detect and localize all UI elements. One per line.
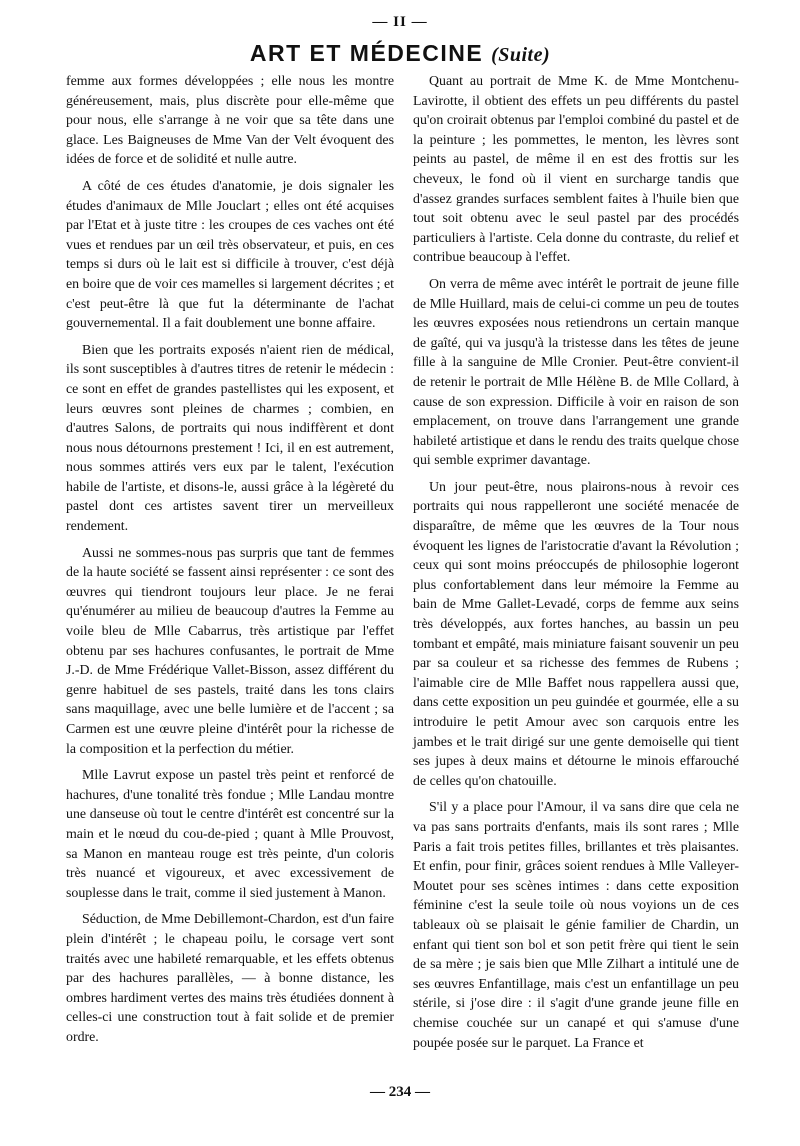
- page-number-top: — II —: [372, 14, 428, 30]
- title-main: ART ET MÉDECINE: [249, 40, 484, 66]
- paragraph: Un jour peut-être, nous plairons-nous à revoir ces portraits qui nous rappelleront une société menacée de disparaître, de même que les œuvres de la Tour nous évoquent les lignes de l'aristocratie d'avant la Révolution ; ceux qui sont moins préoccupés de philosophie logeront plus confortablement dans leur mémoire la Femme au bain de Mme Gallet-Levadé, corps de femme aux seins très développés, aux fortes hanches, au bassin un peu tombant et empâté, mais miniature faisant souvenir un peu par sa couleur et sa richesse des femmes de Rubens ; l'aimable cire de Mlle Baffet nous rappellera aussi que, dans cette exposition un peu guindée et gourmée, elle a su introduire le petit Amour avec son carquois entre les jambes et le trait dirigé sur une gente demoiselle qui tient ses jupes à deux mains et détourne le minois effarouché de celles qu'on chatouille.: [413, 479, 739, 789]
- paragraph: Quant au portrait de Mme K. de Mme Montchenu-Lavirotte, il obtient des effets un peu différents du pastel qu'on croirait obtenus par l'emploi combiné du pastel et de la peinture ; les pommettes, le menton, les lèvres sont peints au pastel, de même il en est des frottis sur les cheveux, le fond où il vient en surcharge tandis que d'assez grandes surfaces semblent faites à l'huile bien que tout soit obtenu avec le seul pastel par des procédés particuliers à l'artiste. Cela donne du contraste, du relief et contribue beaucoup à l'effet.: [413, 74, 739, 266]
- right-column: [413, 72, 739, 1060]
- paragraph: Séduction, de Mme Debillemont-Chardon, est d'un faire plein d'intérêt ; le chapeau poilu, le corsage vert sont traités avec une habileté remarquable, et les effets obtenus par des hachures parallèles, — à bonne distance, les ombres hardiment vertes des mains très étudiées donnent à celles-ci une construction tout à fait solide et de premier ordre.: [66, 912, 394, 1045]
- paragraph: femme aux formes développées ; elle nous les montre généreusement, mais, plus discrète pour elle-même que pour nous, elle s'arrange à ne voir que sa tête dans une glace. Les Baigneuses de Mme Van der Velt évoquent des idées de force et de solidité et nulle autre.: [66, 74, 394, 168]
- article-title: [0, 40, 800, 67]
- paragraph: On verra de même avec intérêt le portrait de jeune fille de Mlle Huillard, mais de celui-ci comme un peu de toutes les œuvres exposées nous retiendrons un certain manque de gaîté, qui va jusqu'à la tristesse dans les têtes de jeune fille à la sanguine de Mlle Cronier. Peut-être convient-il de retenir le portrait de Mlle Hélène B. de Mlle Collard, à cause de son expression. Difficile à voir en raison de son emplacement, on trouve dans l'arrangement une grande habileté artistique et dans le rendu des traits quelque chose qui semble exprimer davantage.: [413, 276, 739, 469]
- paragraph: S'il y a place pour l'Amour, il va sans dire que cela ne va pas sans portraits d'enfants, mais ils sont rares ; Mlle Paris a fait trois petites filles, brillantes et très plaisantes. Et enfin, pour finir, grâces soient rendues à Mlle Valleyer-Moutet pour ses scènes intimes : dans cette exposition féminine c'est la seule toile où nous voyions un de ces tableaux où se plaisait le génie familier de Chardin, un enfant qui tient son bol et son petit frère qui tient le sein de sa mère ; je sais bien que Mlle Zilhart a intitulé une de ses œuvres Enfantillage, mais c'est un enfantillage un peu stérile, si j'ose dire : il s'agit d'une grande jeune fille en chemise couchée sur un canapé et qui s'amuse d'une poupée posée sur le parquet. La France et: [413, 800, 739, 1051]
- paragraph: Aussi ne sommes-nous pas surpris que tant de femmes de la haute société se fassent ainsi représenter : ce sont des œuvres qui tiendront toujours leur place. Je ne ferai qu'énumérer au milieu de beaucoup d'autres la Femme au voile bleu de Mlle Cabarrus, très artistique par l'effet obtenu par ses hachures confusantes, le portrait de Mme J.-D. de Mme Frédérique Vallet-Bisson, assez différent du genre habituel de ses pastels, traité dans les tons clairs sans maquillage, avec une belle lumière et de l'accent ; sa Carmen est une œuvre pleine d'intérêt pour la richesse de la composition et la perfection du métier.: [66, 545, 394, 757]
- left-column: [66, 72, 394, 1055]
- page-number-bottom: — 234 —: [370, 1084, 430, 1100]
- paragraph: Bien que les portraits exposés n'aient rien de médical, ils sont susceptibles à d'autres titres de retenir le médecin : ce sont en effet de grandes pastellistes qui les exposent, et leurs œuvres sont pleines de charmes ; combien, en d'autres Salons, de portraits qui nous indiffèrent et dont nous nous détournons prestement ! Ici, il en est autrement, nous sommes attirés vers eux par le talent, l'exécution habile de l'artiste, et disons-le, aussi grâce à la légèreté du pastel dont ces artistes savent tirer un merveilleux rendement.: [66, 342, 394, 535]
- paragraph: Mlle Lavrut expose un pastel très peint et renforcé de hachures, d'une tonalité très fondue ; Mlle Landau montre une danseuse où tout le centre d'intérêt est concentré sur la main et le nœud du cou-de-pied ; quant à Mlle Prouvost, sa Manon en manteau rouge est très peinte, d'un coloris très nuancé et vigoureux, et avec excessivement de souplesse dans le trait, comme il sied justement à Manon.: [66, 768, 394, 901]
- paragraph: A côté de ces études d'anatomie, je dois signaler les études d'animaux de Mlle Jouclart ; elles ont été acquises par l'Etat et à juste titre : les croupes de ces vaches ont été vues et rendues par un œil très observateur, et puis, en ces temps si durs où le lait est si difficile à trouver, c'est déjà en boire que de voir ces mamelles si largement décrites ; et c'est peut-être là que fut la déterminante de l'achat gouvernemental. Il a fait doublement une bonne affaire.: [66, 178, 394, 332]
- title-suffix: (Suite): [491, 44, 551, 66]
